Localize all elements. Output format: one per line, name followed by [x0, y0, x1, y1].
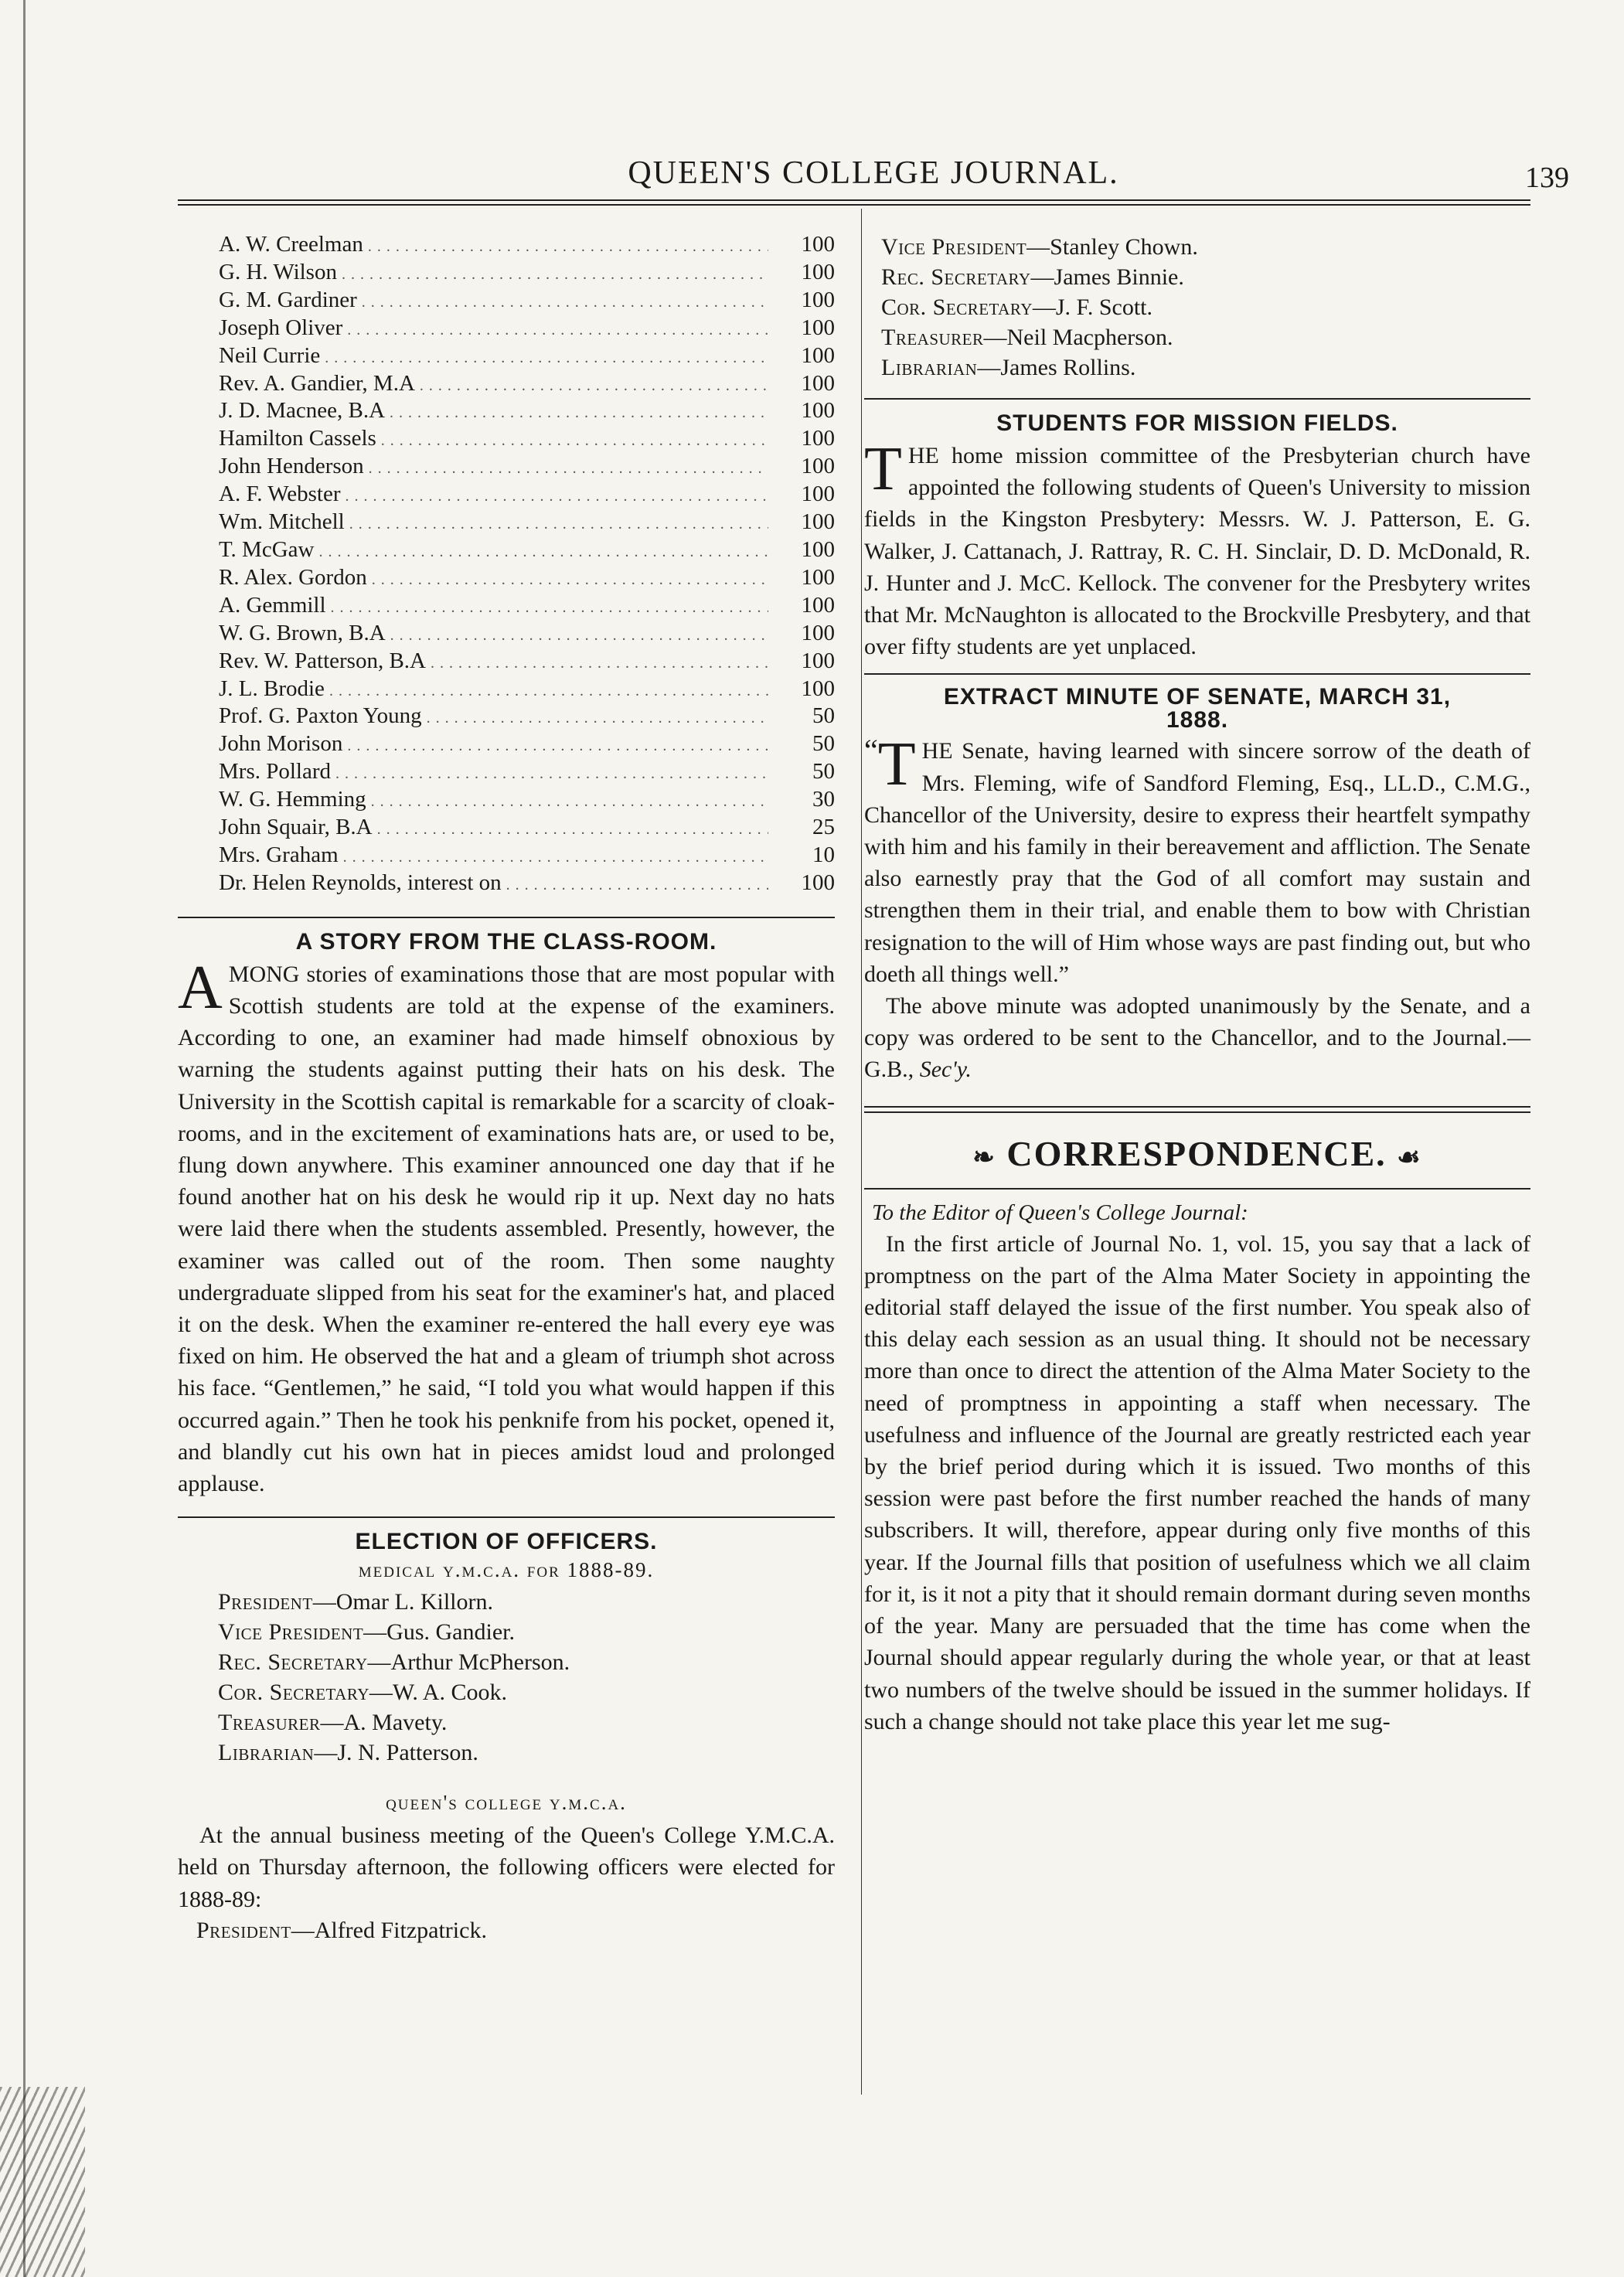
subscription-amount: 100 — [801, 509, 835, 535]
officer-name: Stanley Chown. — [1050, 234, 1198, 260]
leader-dots — [372, 565, 768, 593]
letter-body: In the first article of Journal No. 1, vol. 15, you say that a lack of promptness on the part of the Alma Mater Society in appointing the editorial staff delayed the issue of the first number. You speak also of this delay each session as an usual thing. It should not be necessary more than once to direct the attention of the Alma Mater Society to the need of promptness in appointing a staff when necessary. The usefulness and influence of the Journal are greatly restricted each year by the brief period during which it is issued. Two months of this session were past before the first number reached the hands of many subscribers. It will, therefore, appear during only five months of this year. If the Journal fills that position of usefulness which we all claim for it, is it not a pity that it should remain dormant during seven months of the year. Many are persuaded that the time has come when the Journal should appear regularly during the whole year, or that at least two numbers of the twelve should be issued in the summer holidays. If such a change should not take place this year let me sug- — [864, 1230, 1530, 1734]
subscriber-name: W. G. Hemming — [219, 787, 366, 812]
leader-dots — [346, 482, 768, 509]
section-rule — [864, 673, 1530, 675]
section-rule — [178, 917, 835, 918]
officer-role: President — [196, 1917, 291, 1943]
leader-dots — [329, 676, 768, 704]
subscription-amount: 30 — [812, 787, 835, 812]
leader-dots — [368, 232, 768, 260]
leader-dots — [325, 343, 768, 371]
officer-entry — [881, 262, 1530, 292]
officer-name: J. N. Patterson. — [337, 1740, 478, 1766]
subscription-row — [178, 759, 835, 787]
officer-entry — [218, 1587, 835, 1617]
leader-dots — [349, 509, 768, 537]
story-heading: A STORY FROM THE CLASS-ROOM. — [295, 928, 717, 955]
subscription-row — [178, 648, 835, 676]
officer-role: Vice President — [218, 1619, 364, 1646]
officer-name: A. Mavety. — [343, 1710, 448, 1736]
subscription-row — [178, 426, 835, 454]
subscription-row — [178, 842, 835, 870]
officer-dash: — — [363, 1619, 387, 1646]
officer-dash: — — [1026, 234, 1050, 260]
officer-role: Vice President — [881, 234, 1027, 260]
subscription-amount: 100 — [801, 536, 835, 562]
senate-heading-line1: EXTRACT MINUTE OF SENATE, MARCH 31, — [943, 684, 1452, 710]
officer-name: James Rollins. — [1000, 355, 1136, 380]
subscription-amount: 50 — [812, 759, 835, 785]
leader-dots — [506, 870, 768, 898]
leader-dots — [335, 759, 768, 787]
subscription-row — [178, 343, 835, 371]
subscriber-name: Wm. Mitchell — [219, 509, 345, 535]
subscriber-name: Hamilton Cassels — [219, 426, 376, 451]
subscription-amount: 100 — [801, 648, 835, 673]
subscription-amount: 100 — [801, 287, 835, 312]
officer-entry — [218, 1707, 835, 1738]
officer-name: Alfred Fitzpatrick. — [314, 1917, 487, 1943]
subscriber-name: Prof. G. Paxton Young — [219, 703, 422, 729]
leader-dots — [331, 593, 768, 621]
drop-cap: A — [178, 953, 223, 1022]
officer-role: Treasurer — [218, 1710, 321, 1736]
drop-cap: T — [864, 435, 902, 503]
senate-minute — [864, 730, 1530, 990]
drop-cap: T — [877, 730, 916, 799]
subscriber-name: A. Gemmill — [219, 592, 326, 618]
subscriber-name: J. L. Brodie — [219, 676, 325, 701]
leader-dots — [342, 260, 768, 288]
subscription-row — [178, 482, 835, 509]
binding-edge-shadow — [0, 2087, 85, 2277]
subscription-amount: 100 — [801, 426, 835, 451]
section-rule — [864, 398, 1530, 400]
subscriber-name: A. F. Webster — [219, 482, 341, 507]
subscription-row — [178, 509, 835, 537]
senate-adopted-text: The above minute was adopted unanimously by the Senate, and a copy was ordered to be sent to the Chancellor, and to the Journal.—G.B., — [864, 993, 1530, 1083]
subscription-row — [178, 621, 835, 648]
subscriber-name: G. M. Gardiner — [219, 287, 357, 312]
officer-role: Cor. Secretary — [218, 1680, 369, 1706]
officer-role: Librarian — [881, 355, 978, 380]
correspondence-title-text: CORRESPONDENCE. — [1006, 1133, 1387, 1173]
running-head — [178, 151, 1569, 198]
leader-dots — [371, 787, 768, 815]
leader-dots — [390, 621, 768, 648]
subscription-amount: 10 — [812, 842, 835, 867]
officer-role: Cor. Secretary — [881, 294, 1033, 320]
officer-role: President — [218, 1589, 313, 1615]
officer-entry — [218, 1738, 835, 1768]
medical-officer-list — [178, 1587, 835, 1768]
officer-dash: — — [291, 1917, 315, 1943]
medical-ymca-subheading: medical y.m.c.a. for 1888-89. — [358, 1558, 655, 1582]
officer-name: James Binnie. — [1054, 264, 1184, 290]
story-article — [178, 929, 835, 1499]
binding-edge-line — [23, 0, 26, 2277]
subscription-list — [178, 232, 835, 898]
officer-entry — [218, 1617, 835, 1647]
senate-article — [864, 686, 1530, 1085]
election-heading: ELECTION OF OFFICERS. — [355, 1529, 658, 1555]
officer-entry — [196, 1915, 835, 1945]
missions-text: HE home mission committee of the Presbyterian church have appointed the following students of Queen's University to mission fields in the Kingston Presbytery: Messrs. W. J. Patterson, E. G. Walker, J. Cattanach, J. Rattray, R. C. H. Sinclair, D. D. McDonald, R. J. Hunter and J. McC. Kellock. The convener for the Presbytery writes that Mr. McNaughton is allocated to the Brockville Presbytery, and that over fifty students are yet unplaced. — [864, 443, 1530, 660]
subscriber-name: John Squair, B.A — [219, 815, 373, 840]
subscription-amount: 100 — [801, 620, 835, 645]
officer-name: Gus. Gandier. — [386, 1619, 515, 1646]
subscriber-name: John Henderson — [219, 454, 364, 479]
subscription-row — [178, 731, 835, 759]
officer-name: Omar L. Killorn. — [335, 1589, 493, 1615]
subscription-row — [178, 232, 835, 260]
subscription-amount: 100 — [801, 370, 835, 396]
officer-dash: — — [1032, 294, 1056, 320]
header-rule — [178, 199, 1530, 206]
subscriber-name: T. McGaw — [219, 536, 315, 562]
leader-dots — [347, 731, 768, 759]
signature-title: Sec'y. — [919, 1057, 972, 1083]
letter-salutation: To the Editor of Queen's College Journal: — [872, 1200, 1248, 1225]
officer-role: Rec. Secretary — [218, 1649, 368, 1676]
subscription-amount: 100 — [801, 454, 835, 479]
officer-entry — [881, 292, 1530, 322]
subscriber-name: Neil Currie — [219, 342, 321, 368]
journal-title: QUEEN'S COLLEGE JOURNAL. — [628, 155, 1119, 191]
subscription-amount: 100 — [801, 342, 835, 368]
queens-officer-list-left — [178, 1915, 835, 1945]
subscriber-name: W. G. Brown, B.A — [219, 620, 386, 645]
subscriber-name: J. D. Macnee, B.A — [219, 398, 386, 424]
subscription-row — [178, 676, 835, 704]
officer-name: W. A. Cook. — [392, 1680, 507, 1706]
officer-entry — [881, 322, 1530, 352]
subscriber-name: John Morison — [219, 731, 343, 757]
column-divider — [861, 209, 862, 2095]
subscription-amount: 100 — [801, 870, 835, 895]
subscription-amount: 100 — [801, 398, 835, 424]
missions-article — [864, 410, 1530, 662]
subscription-row — [178, 454, 835, 482]
subscriber-name: R. Alex. Gordon — [219, 564, 367, 590]
missions-heading: STUDENTS FOR MISSION FIELDS. — [996, 410, 1398, 436]
leader-dots — [318, 537, 768, 565]
subscription-row — [178, 593, 835, 621]
story-body — [178, 953, 835, 1499]
ornament-right-icon: ☙ — [1397, 1143, 1422, 1173]
officer-entry — [881, 232, 1530, 262]
officer-name: Neil Macpherson. — [1006, 325, 1173, 350]
officer-entry — [218, 1647, 835, 1677]
subscriber-name: Rev. A. Gandier, M.A — [219, 370, 415, 396]
officer-entry — [218, 1677, 835, 1707]
officer-dash: — — [983, 325, 1007, 350]
officer-dash: — — [320, 1710, 344, 1736]
subscription-row — [178, 398, 835, 426]
subscription-row — [178, 565, 835, 593]
officer-name: Arthur McPherson. — [390, 1649, 570, 1676]
subscription-amount: 50 — [812, 731, 835, 757]
leader-dots — [343, 842, 768, 870]
missions-body — [864, 435, 1530, 662]
page-number: 139 — [1525, 162, 1569, 194]
queens-ymca-subheading: queen's college y.m.c.a. — [386, 1791, 627, 1815]
leader-dots — [362, 288, 768, 315]
leader-dots — [431, 648, 768, 676]
senate-heading-line2: 1888. — [1166, 707, 1229, 733]
section-rule — [178, 1516, 835, 1518]
officer-dash: — — [314, 1740, 338, 1766]
officer-dash: — — [312, 1589, 336, 1615]
subscriber-name: Rev. W. Patterson, B.A — [219, 648, 426, 673]
subscriber-name: Mrs. Pollard — [219, 759, 331, 785]
subscription-row — [178, 371, 835, 399]
subscriber-name: A. W. Creelman — [219, 232, 363, 257]
right-column — [864, 232, 1530, 1738]
section-double-rule — [864, 1106, 1530, 1113]
open-quote: “ — [864, 733, 878, 768]
subscription-row — [178, 260, 835, 288]
officer-dash: — — [367, 1649, 391, 1676]
subscriber-name: Dr. Helen Reynolds, interest on — [219, 870, 502, 895]
subscriber-name: Mrs. Graham — [219, 842, 339, 867]
queens-ymca-intro: At the annual business meeting of the Queen's College Y.M.C.A. held on Thursday afternoon, the following officers were elected for 1888-89: — [178, 1823, 835, 1912]
officer-role: Rec. Secretary — [881, 264, 1031, 290]
subscription-row — [178, 288, 835, 315]
subscription-amount: 50 — [812, 703, 835, 729]
officer-role: Librarian — [218, 1740, 315, 1766]
officer-entry — [881, 352, 1530, 383]
subscription-amount: 100 — [801, 315, 835, 340]
officer-dash: — — [977, 355, 1001, 380]
senate-heading — [864, 686, 1530, 732]
subscriber-name: G. H. Wilson — [219, 259, 337, 284]
section-rule — [864, 1188, 1530, 1190]
correspondence-title — [864, 1133, 1530, 1174]
leader-dots — [390, 398, 768, 426]
subscription-amount: 25 — [812, 815, 835, 840]
correspondence-article — [864, 1133, 1530, 1738]
subscription-amount: 100 — [801, 232, 835, 257]
officer-dash: — — [1030, 264, 1054, 290]
leader-dots — [427, 703, 768, 731]
subscription-amount: 100 — [801, 592, 835, 618]
subscription-amount: 100 — [801, 482, 835, 507]
election-article — [178, 1529, 835, 1945]
senate-minute-text: HE Senate, having learned with sincere sorrow of the death of Mrs. Fleming, wife of Sandford Fleming, Esq., LL.D., C.M.G., Chancellor of the University, desire to express their heartfelt sympathy with him and his family in their bereavement and affliction. The Senate also earnestly pray that the God of all comfort may sustain and strengthen them in their trial, and enable them to bow with Christian resignation to the will of Him whose ways are past finding out, but who doeth all things well.” — [864, 738, 1530, 987]
officer-dash: — — [369, 1680, 393, 1706]
leader-dots — [347, 315, 768, 343]
subscription-amount: 100 — [801, 564, 835, 590]
subscription-row — [178, 537, 835, 565]
subscriber-name: Joseph Oliver — [219, 315, 343, 340]
story-text: MONG stories of examinations those that are most popular with Scottish students are told at the expense of the examiners. According to one, an examiner had made himself obnoxious by warning the students against putting their hats on his desk. The University in the Scottish capital is remarkable for a scarcity of cloak-rooms, and in the excitement of examinations hats are, or used to be, flung down anywhere. This examiner announced one day that if he found another hat on his desk he would rip it up. Next day no hats were laid there when the students assembled. Presently, however, the examiner was called out of the room. Then some naughty undergraduate slipped from his seat for the examiner's hat, and placed it on the desk. When the examiner re-entered the hall every eye was fixed on him. He observed the hat and a gleam of triumph shot across his face. “Gentlemen,” he said, “I told you what would happen if this occurred again.” Then he took his penknife from his pocket, opened it, and blandly cut his own hat in pieces amidst loud and prolonged applause. — [178, 961, 835, 1496]
subscription-row — [178, 870, 835, 898]
officer-name: J. F. Scott. — [1055, 294, 1153, 320]
left-column — [178, 232, 835, 1945]
subscription-row — [178, 787, 835, 815]
subscription-row — [178, 315, 835, 343]
subscription-amount: 100 — [801, 259, 835, 284]
leader-dots — [377, 815, 768, 842]
officer-role: Treasurer — [881, 325, 984, 350]
queens-officer-list-right — [864, 232, 1530, 383]
subscription-amount: 100 — [801, 676, 835, 701]
leader-dots — [381, 426, 768, 454]
subscription-row — [178, 815, 835, 842]
leader-dots — [369, 454, 768, 482]
senate-adopted — [864, 990, 1530, 1086]
ornament-left-icon: ❧ — [972, 1143, 996, 1173]
subscription-row — [178, 703, 835, 731]
leader-dots — [420, 371, 768, 399]
